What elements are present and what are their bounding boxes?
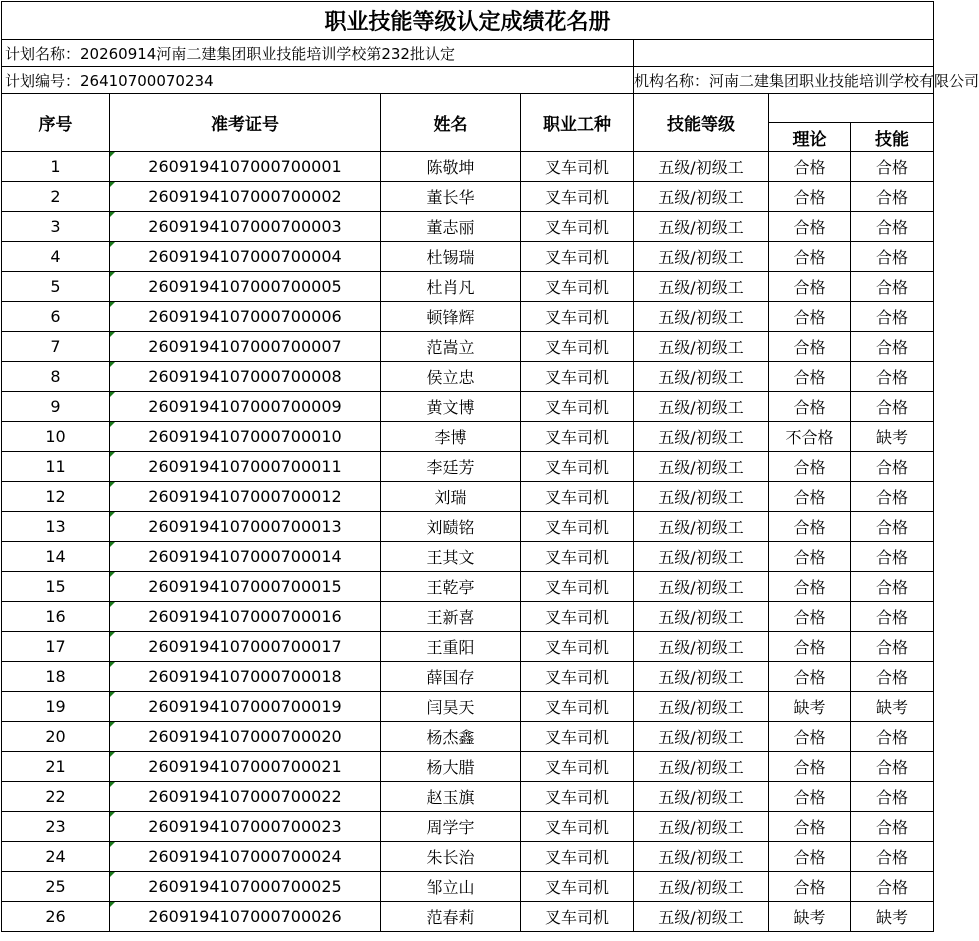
job-cell[interactable]: 叉车司机 — [521, 632, 634, 662]
job-cell[interactable]: 叉车司机 — [521, 752, 634, 782]
theory-result-cell[interactable]: 合格 — [769, 602, 851, 632]
exam-id-text: 2609194107000700001 — [148, 157, 342, 176]
level-cell[interactable]: 五级/初级工 — [634, 752, 769, 782]
skill-result-cell[interactable]: 合格 — [851, 182, 934, 212]
theory-result-cell[interactable]: 合格 — [769, 272, 851, 302]
table-row — [2, 722, 934, 752]
cell-note-marker-icon — [110, 872, 115, 877]
empty-cell — [634, 40, 934, 67]
seq-cell[interactable]: 12 — [2, 482, 110, 512]
job-cell[interactable]: 叉车司机 — [521, 842, 634, 872]
table-row — [2, 272, 934, 302]
theory-result-cell[interactable]: 合格 — [769, 512, 851, 542]
theory-result-cell[interactable]: 合格 — [769, 752, 851, 782]
job-cell[interactable]: 叉车司机 — [521, 362, 634, 392]
exam-id-text: 2609194107000700020 — [148, 727, 342, 746]
level-cell[interactable]: 五级/初级工 — [634, 212, 769, 242]
theory-result-cell[interactable]: 合格 — [769, 662, 851, 692]
exam-id-text: 2609194107000700008 — [148, 367, 342, 386]
job-cell[interactable]: 叉车司机 — [521, 572, 634, 602]
header-results-group — [769, 94, 934, 123]
seq-cell[interactable]: 8 — [2, 362, 110, 392]
name-cell[interactable]: 李博 — [381, 422, 521, 452]
name-cell[interactable]: 王新喜 — [381, 602, 521, 632]
name-cell[interactable]: 李廷芳 — [381, 452, 521, 482]
job-cell[interactable]: 叉车司机 — [521, 182, 634, 212]
seq-cell[interactable]: 5 — [2, 272, 110, 302]
exam-id-cell[interactable] — [110, 302, 381, 332]
header-level: 技能等级 — [634, 94, 769, 152]
exam-id-text: 2609194107000700007 — [148, 337, 342, 356]
skill-result-cell[interactable]: 合格 — [851, 272, 934, 302]
theory-result-cell[interactable]: 合格 — [769, 722, 851, 752]
job-cell[interactable]: 叉车司机 — [521, 692, 634, 722]
job-cell[interactable]: 叉车司机 — [521, 782, 634, 812]
exam-id-text: 2609194107000700006 — [148, 307, 342, 326]
job-cell[interactable]: 叉车司机 — [521, 602, 634, 632]
name-cell[interactable]: 赵玉旗 — [381, 782, 521, 812]
exam-id-cell[interactable] — [110, 242, 381, 272]
job-cell[interactable]: 叉车司机 — [521, 872, 634, 902]
table-row — [2, 752, 934, 782]
cell-note-marker-icon — [110, 272, 115, 277]
theory-result-cell[interactable]: 合格 — [769, 632, 851, 662]
level-cell[interactable]: 五级/初级工 — [634, 722, 769, 752]
job-cell[interactable]: 叉车司机 — [521, 302, 634, 332]
theory-result-cell[interactable]: 合格 — [769, 332, 851, 362]
level-cell[interactable]: 五级/初级工 — [634, 602, 769, 632]
exam-id-cell[interactable] — [110, 872, 381, 902]
cell-note-marker-icon — [110, 662, 115, 667]
exam-id-cell[interactable] — [110, 422, 381, 452]
name-cell[interactable]: 周学宇 — [381, 812, 521, 842]
theory-result-cell[interactable]: 缺考 — [769, 902, 851, 932]
level-cell[interactable]: 五级/初级工 — [634, 632, 769, 662]
exam-id-text: 2609194107000700017 — [148, 637, 342, 656]
skill-result-cell[interactable]: 合格 — [851, 662, 934, 692]
exam-id-text: 2609194107000700009 — [148, 397, 342, 416]
cell-note-marker-icon — [110, 812, 115, 817]
name-cell[interactable]: 范春莉 — [381, 902, 521, 932]
theory-result-cell[interactable]: 合格 — [769, 152, 851, 182]
plan-number: 计划编号：26410700070234 — [2, 67, 634, 94]
job-cell[interactable]: 叉车司机 — [521, 482, 634, 512]
cell-note-marker-icon — [110, 692, 115, 697]
seq-cell[interactable]: 17 — [2, 632, 110, 662]
job-cell[interactable]: 叉车司机 — [521, 812, 634, 842]
skill-result-cell[interactable]: 合格 — [851, 392, 934, 422]
exam-id-text: 2609194107000700025 — [148, 877, 342, 896]
cell-note-marker-icon — [110, 302, 115, 307]
job-cell[interactable]: 叉车司机 — [521, 452, 634, 482]
header-exam-id: 准考证号 — [110, 94, 381, 152]
level-cell[interactable]: 五级/初级工 — [634, 332, 769, 362]
exam-id-cell[interactable] — [110, 632, 381, 662]
level-cell[interactable]: 五级/初级工 — [634, 872, 769, 902]
job-cell[interactable]: 叉车司机 — [521, 542, 634, 572]
exam-id-text: 2609194107000700022 — [148, 787, 342, 806]
skill-result-cell[interactable]: 合格 — [851, 572, 934, 602]
level-cell[interactable]: 五级/初级工 — [634, 452, 769, 482]
exam-id-cell[interactable] — [110, 452, 381, 482]
table-row — [2, 902, 934, 932]
exam-id-cell[interactable] — [110, 182, 381, 212]
level-cell[interactable]: 五级/初级工 — [634, 482, 769, 512]
exam-id-text: 2609194107000700016 — [148, 607, 342, 626]
table-row — [2, 242, 934, 272]
level-cell[interactable]: 五级/初级工 — [634, 392, 769, 422]
cell-note-marker-icon — [110, 362, 115, 367]
level-cell[interactable]: 五级/初级工 — [634, 242, 769, 272]
skill-result-cell[interactable]: 缺考 — [851, 902, 934, 932]
exam-id-text: 2609194107000700026 — [148, 907, 342, 926]
job-cell[interactable]: 叉车司机 — [521, 722, 634, 752]
job-cell[interactable]: 叉车司机 — [521, 152, 634, 182]
cell-note-marker-icon — [110, 392, 115, 397]
skill-result-cell[interactable]: 合格 — [851, 782, 934, 812]
skill-result-cell[interactable]: 合格 — [851, 602, 934, 632]
exam-id-text: 2609194107000700005 — [148, 277, 342, 296]
exam-id-cell[interactable] — [110, 902, 381, 932]
name-cell[interactable]: 顿锋辉 — [381, 302, 521, 332]
table-row — [2, 422, 934, 452]
exam-id-text: 2609194107000700013 — [148, 517, 342, 536]
job-cell[interactable]: 叉车司机 — [521, 902, 634, 932]
header-name: 姓名 — [381, 94, 521, 152]
table-row — [2, 302, 934, 332]
name-cell[interactable]: 邹立山 — [381, 872, 521, 902]
cell-note-marker-icon — [110, 512, 115, 517]
header-job: 职业工种 — [521, 94, 634, 152]
name-cell[interactable]: 董志丽 — [381, 212, 521, 242]
theory-result-cell[interactable]: 合格 — [769, 782, 851, 812]
exam-id-cell[interactable] — [110, 212, 381, 242]
cell-note-marker-icon — [110, 782, 115, 787]
theory-result-cell[interactable]: 合格 — [769, 242, 851, 272]
level-cell[interactable]: 五级/初级工 — [634, 812, 769, 842]
job-cell[interactable]: 叉车司机 — [521, 422, 634, 452]
name-cell[interactable]: 侯立忠 — [381, 362, 521, 392]
skill-result-cell[interactable]: 合格 — [851, 842, 934, 872]
seq-cell[interactable]: 25 — [2, 872, 110, 902]
exam-id-text: 2609194107000700011 — [148, 457, 342, 476]
level-cell[interactable]: 五级/初级工 — [634, 362, 769, 392]
seq-cell[interactable]: 18 — [2, 662, 110, 692]
job-cell[interactable]: 叉车司机 — [521, 272, 634, 302]
theory-result-cell[interactable]: 合格 — [769, 452, 851, 482]
exam-id-text: 2609194107000700018 — [148, 667, 342, 686]
seq-cell[interactable]: 10 — [2, 422, 110, 452]
cell-note-marker-icon — [110, 152, 115, 157]
exam-id-text: 2609194107000700010 — [148, 427, 342, 446]
exam-id-text: 2609194107000700015 — [148, 577, 342, 596]
score-roster-table — [1, 1, 979, 932]
name-cell[interactable]: 董长华 — [381, 182, 521, 212]
exam-id-text: 2609194107000700012 — [148, 487, 342, 506]
theory-result-cell[interactable]: 合格 — [769, 812, 851, 842]
name-cell[interactable]: 黄文博 — [381, 392, 521, 422]
seq-cell[interactable]: 26 — [2, 902, 110, 932]
level-cell[interactable]: 五级/初级工 — [634, 572, 769, 602]
skill-result-cell[interactable]: 合格 — [851, 542, 934, 572]
skill-result-cell[interactable]: 合格 — [851, 872, 934, 902]
cell-note-marker-icon — [110, 542, 115, 547]
seq-cell[interactable]: 2 — [2, 182, 110, 212]
name-cell[interactable]: 王其文 — [381, 542, 521, 572]
table-row — [2, 572, 934, 602]
header-skill: 技能 — [851, 123, 934, 152]
theory-result-cell[interactable]: 合格 — [769, 212, 851, 242]
name-cell[interactable]: 朱长治 — [381, 842, 521, 872]
theory-result-cell[interactable]: 合格 — [769, 362, 851, 392]
exam-id-cell[interactable] — [110, 602, 381, 632]
exam-id-cell[interactable] — [110, 152, 381, 182]
name-cell[interactable]: 杨大腊 — [381, 752, 521, 782]
table-row — [2, 692, 934, 722]
exam-id-text: 2609194107000700004 — [148, 247, 342, 266]
theory-result-cell[interactable]: 合格 — [769, 482, 851, 512]
seq-cell[interactable]: 14 — [2, 542, 110, 572]
cell-note-marker-icon — [110, 752, 115, 757]
theory-result-cell[interactable]: 缺考 — [769, 692, 851, 722]
header-theory: 理论 — [769, 123, 851, 152]
table-row — [2, 842, 934, 872]
skill-result-cell[interactable]: 缺考 — [851, 692, 934, 722]
name-cell[interactable]: 杜肖凡 — [381, 272, 521, 302]
cell-note-marker-icon — [110, 722, 115, 727]
exam-id-cell[interactable] — [110, 392, 381, 422]
name-cell[interactable]: 刘瑞 — [381, 482, 521, 512]
name-cell[interactable]: 王乾亭 — [381, 572, 521, 602]
level-cell[interactable]: 五级/初级工 — [634, 152, 769, 182]
exam-id-text: 2609194107000700023 — [148, 817, 342, 836]
exam-id-cell[interactable] — [110, 272, 381, 302]
seq-cell[interactable]: 22 — [2, 782, 110, 812]
table-row — [2, 392, 934, 422]
cell-note-marker-icon — [110, 842, 115, 847]
table-row — [2, 662, 934, 692]
cell-note-marker-icon — [110, 452, 115, 457]
exam-id-text: 2609194107000700014 — [148, 547, 342, 566]
job-cell[interactable]: 叉车司机 — [521, 332, 634, 362]
skill-result-cell[interactable]: 合格 — [851, 452, 934, 482]
skill-result-cell[interactable]: 合格 — [851, 482, 934, 512]
seq-cell[interactable]: 19 — [2, 692, 110, 722]
level-cell[interactable]: 五级/初级工 — [634, 902, 769, 932]
skill-result-cell[interactable]: 合格 — [851, 512, 934, 542]
exam-id-cell[interactable] — [110, 572, 381, 602]
table-row — [2, 872, 934, 902]
exam-id-text: 2609194107000700019 — [148, 697, 342, 716]
exam-id-text: 2609194107000700003 — [148, 217, 342, 236]
table-row — [2, 452, 934, 482]
exam-id-cell[interactable] — [110, 752, 381, 782]
exam-id-text: 2609194107000700021 — [148, 757, 342, 776]
cell-note-marker-icon — [110, 182, 115, 187]
seq-cell[interactable]: 16 — [2, 602, 110, 632]
table-row — [2, 152, 934, 182]
theory-result-cell[interactable]: 不合格 — [769, 422, 851, 452]
theory-result-cell[interactable]: 合格 — [769, 182, 851, 212]
skill-result-cell[interactable]: 合格 — [851, 152, 934, 182]
skill-result-cell[interactable]: 合格 — [851, 632, 934, 662]
skill-result-cell[interactable]: 合格 — [851, 302, 934, 332]
table-row — [2, 542, 934, 572]
level-cell[interactable]: 五级/初级工 — [634, 182, 769, 212]
job-cell[interactable]: 叉车司机 — [521, 392, 634, 422]
skill-result-cell[interactable]: 合格 — [851, 332, 934, 362]
theory-result-cell[interactable]: 合格 — [769, 872, 851, 902]
name-cell[interactable]: 薛国存 — [381, 662, 521, 692]
table-row — [2, 332, 934, 362]
job-cell[interactable]: 叉车司机 — [521, 662, 634, 692]
exam-id-text: 2609194107000700024 — [148, 847, 342, 866]
table-row — [2, 362, 934, 392]
skill-result-cell[interactable]: 合格 — [851, 242, 934, 272]
seq-cell[interactable]: 6 — [2, 302, 110, 332]
table-row — [2, 212, 934, 242]
seq-cell[interactable]: 24 — [2, 842, 110, 872]
table-row — [2, 512, 934, 542]
exam-id-cell[interactable] — [110, 362, 381, 392]
skill-result-cell[interactable]: 合格 — [851, 722, 934, 752]
level-cell[interactable]: 五级/初级工 — [634, 662, 769, 692]
theory-result-cell[interactable]: 合格 — [769, 302, 851, 332]
cell-note-marker-icon — [110, 902, 115, 907]
exam-id-cell[interactable] — [110, 722, 381, 752]
exam-id-cell[interactable] — [110, 812, 381, 842]
seq-cell[interactable]: 7 — [2, 332, 110, 362]
name-cell[interactable]: 陈敬坤 — [381, 152, 521, 182]
exam-id-cell[interactable] — [110, 482, 381, 512]
theory-result-cell[interactable]: 合格 — [769, 392, 851, 422]
exam-id-text: 2609194107000700002 — [148, 187, 342, 206]
roster-title: 职业技能等级认定成绩花名册 — [2, 2, 934, 40]
exam-id-cell[interactable] — [110, 782, 381, 812]
seq-cell[interactable]: 23 — [2, 812, 110, 842]
level-cell[interactable]: 五级/初级工 — [634, 422, 769, 452]
seq-cell[interactable]: 3 — [2, 212, 110, 242]
level-cell[interactable]: 五级/初级工 — [634, 302, 769, 332]
skill-result-cell[interactable]: 合格 — [851, 812, 934, 842]
cell-note-marker-icon — [110, 482, 115, 487]
seq-cell[interactable]: 9 — [2, 392, 110, 422]
cell-note-marker-icon — [110, 212, 115, 217]
seq-cell[interactable]: 11 — [2, 452, 110, 482]
name-cell[interactable]: 闫昊天 — [381, 692, 521, 722]
job-cell[interactable]: 叉车司机 — [521, 212, 634, 242]
level-cell[interactable]: 五级/初级工 — [634, 782, 769, 812]
exam-id-cell[interactable] — [110, 662, 381, 692]
theory-result-cell[interactable]: 合格 — [769, 572, 851, 602]
exam-id-cell[interactable] — [110, 542, 381, 572]
cell-note-marker-icon — [110, 422, 115, 427]
table-row — [2, 182, 934, 212]
cell-note-marker-icon — [110, 242, 115, 247]
cell-note-marker-icon — [110, 632, 115, 637]
seq-cell[interactable]: 1 — [2, 152, 110, 182]
seq-cell[interactable]: 21 — [2, 752, 110, 782]
skill-result-cell[interactable]: 缺考 — [851, 422, 934, 452]
level-cell[interactable]: 五级/初级工 — [634, 542, 769, 572]
skill-result-cell[interactable]: 合格 — [851, 362, 934, 392]
plan-name: 计划名称：20260914河南二建集团职业技能培训学校第232批认定 — [2, 40, 634, 67]
exam-id-cell[interactable] — [110, 332, 381, 362]
table-row — [2, 602, 934, 632]
exam-id-cell[interactable] — [110, 842, 381, 872]
level-cell[interactable]: 五级/初级工 — [634, 272, 769, 302]
name-cell[interactable]: 杜锡瑞 — [381, 242, 521, 272]
header-seq: 序号 — [2, 94, 110, 152]
table-row — [2, 782, 934, 812]
table-row — [2, 482, 934, 512]
job-cell[interactable]: 叉车司机 — [521, 242, 634, 272]
theory-result-cell[interactable]: 合格 — [769, 542, 851, 572]
level-cell[interactable]: 五级/初级工 — [634, 692, 769, 722]
table-row — [2, 812, 934, 842]
name-cell[interactable]: 杨杰鑫 — [381, 722, 521, 752]
skill-result-cell[interactable]: 合格 — [851, 752, 934, 782]
cell-note-marker-icon — [110, 332, 115, 337]
skill-result-cell[interactable]: 合格 — [851, 212, 934, 242]
name-cell[interactable]: 刘赜铭 — [381, 512, 521, 542]
name-cell[interactable]: 王重阳 — [381, 632, 521, 662]
name-cell[interactable]: 范嵩立 — [381, 332, 521, 362]
organization-name: 机构名称：河南二建集团职业技能培训学校有限公司 — [634, 67, 934, 94]
table-row — [2, 632, 934, 662]
level-cell[interactable]: 五级/初级工 — [634, 842, 769, 872]
exam-id-cell[interactable] — [110, 692, 381, 722]
level-cell[interactable]: 五级/初级工 — [634, 512, 769, 542]
job-cell[interactable]: 叉车司机 — [521, 512, 634, 542]
seq-cell[interactable]: 4 — [2, 242, 110, 272]
seq-cell[interactable]: 15 — [2, 572, 110, 602]
theory-result-cell[interactable]: 合格 — [769, 842, 851, 872]
seq-cell[interactable]: 13 — [2, 512, 110, 542]
exam-id-cell[interactable] — [110, 512, 381, 542]
cell-note-marker-icon — [110, 602, 115, 607]
seq-cell[interactable]: 20 — [2, 722, 110, 752]
cell-note-marker-icon — [110, 572, 115, 577]
